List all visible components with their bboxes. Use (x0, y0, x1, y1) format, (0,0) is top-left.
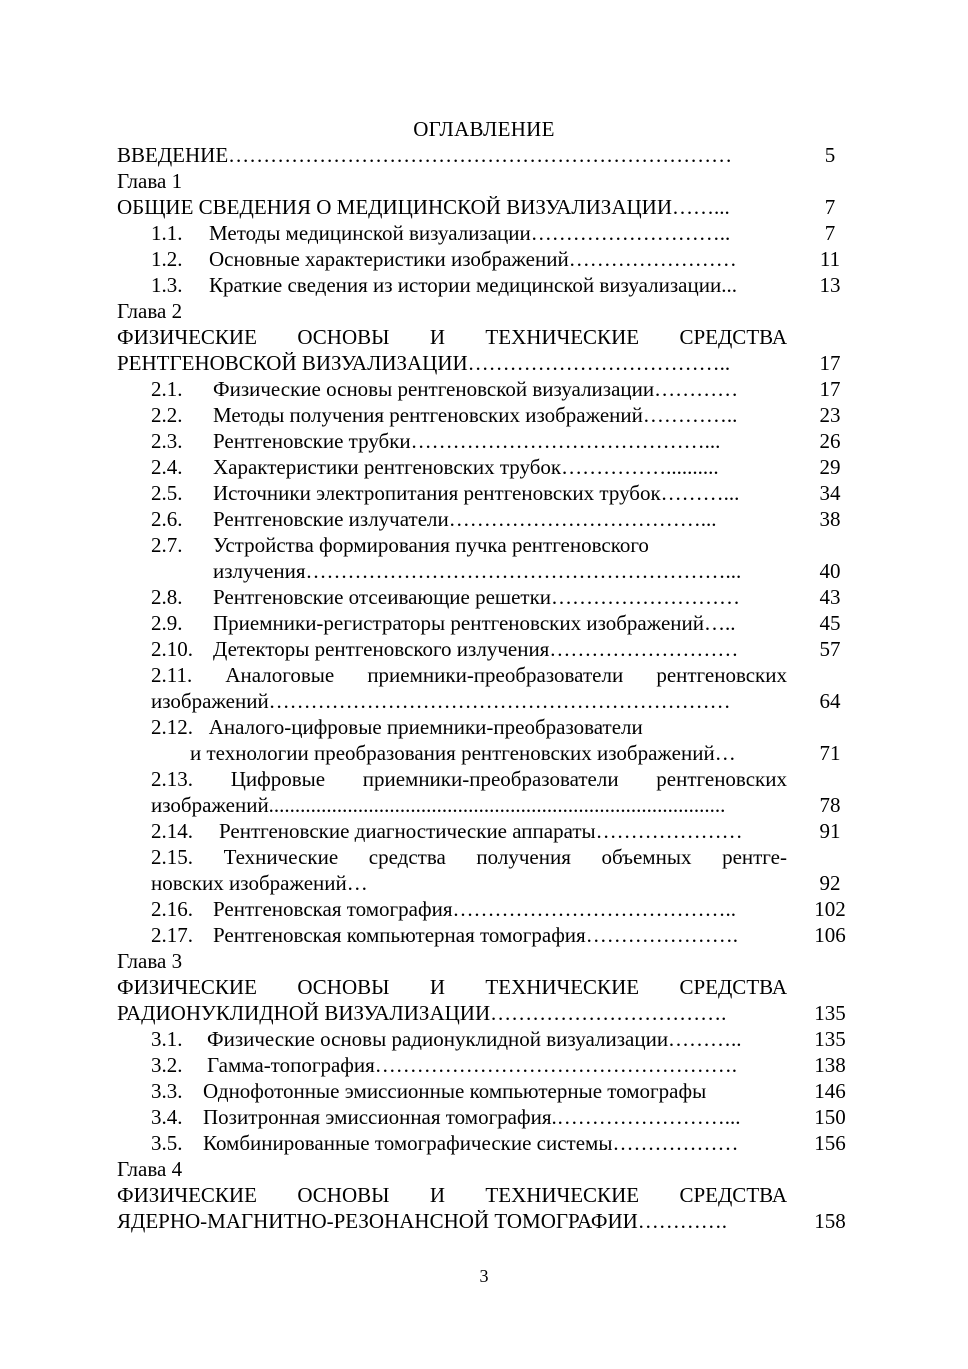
word: Цифровые (230, 767, 326, 791)
section-title: Физические основы радионуклидной визуализации……….. (207, 1027, 742, 1051)
chapter-label: Глава 2 (117, 299, 183, 323)
section-title: Характеристики рентгеновских трубок…………….......... (213, 455, 719, 479)
toc-entry-section-cont[interactable] (0, 740, 968, 766)
chapter-title-line2: ЯДЕРНО-МАГНИТНО-РЕЗОНАНСНОЙ ТОМОГРАФИИ…………. (117, 1209, 728, 1233)
word: СРЕДСТВА (679, 975, 787, 999)
section-number: 2.9. (151, 611, 183, 635)
toc-entry-section-cont[interactable] (0, 792, 968, 818)
section-number: 2.3. (151, 429, 183, 453)
section-title: Основные характеристики изображений…………………… (209, 247, 737, 271)
toc-entry-section-cont[interactable] (0, 870, 968, 896)
word: СРЕДСТВА (679, 325, 787, 349)
word: ТЕХНИЧЕСКИЕ (485, 975, 640, 999)
section-number: 2.13. (151, 767, 193, 791)
toc-entry-section[interactable] (0, 1104, 968, 1130)
word: ФИЗИЧЕСКИЕ (117, 325, 257, 349)
section-number: 2.10. (151, 637, 193, 661)
entry-page: 23 (819, 403, 841, 427)
section-title: Гамма-топография……………………………………………. (207, 1053, 738, 1077)
chapter-title-line2: РЕНТГЕНОВСКОЙ ВИЗУАЛИЗАЦИИ……………………………….. (117, 351, 731, 375)
toc-entry-section[interactable] (0, 610, 968, 636)
word: Аналоговые (225, 663, 335, 687)
word: СРЕДСТВА (679, 1183, 787, 1207)
chapter-label: Глава 4 (117, 1157, 183, 1181)
section-number: 2.17. (151, 923, 193, 947)
section-number: 2.4. (151, 455, 183, 479)
section-title: Физические основы рентгеновской визуализации………… (213, 377, 739, 401)
word: получения (476, 845, 571, 869)
section-number: 2.11. (151, 663, 193, 687)
toc-entry-chapter-3[interactable] (0, 974, 968, 1000)
section-title-line1 (151, 662, 787, 688)
word: И (429, 975, 446, 999)
entry-page: 40 (819, 559, 841, 583)
word: ФИЗИЧЕСКИЕ (117, 975, 257, 999)
entry-page: 71 (819, 741, 841, 765)
word: приемники-преобразователи (367, 663, 624, 687)
toc-entry-chapter-2-cont[interactable] (0, 350, 968, 376)
word: рентгеновских (656, 767, 787, 791)
section-title: Рентгеновская компьютерная томография…………………. (213, 923, 738, 947)
section-title: Рентгеновские отсеивающие решетки……………………… (213, 585, 741, 609)
word: рентгеновских (656, 663, 787, 687)
toc-entry-section[interactable] (0, 532, 968, 558)
section-title: Позитронная эмиссионная томография.……………………... (203, 1105, 741, 1129)
toc-entry-section[interactable] (0, 636, 968, 662)
entry-page: 135 (814, 1027, 846, 1051)
entry-page: 34 (819, 481, 841, 505)
toc-entry-section[interactable] (0, 922, 968, 948)
section-title: излучения……………………………………………………... (213, 559, 742, 583)
toc-entry-section[interactable] (0, 220, 968, 246)
entry-page: 138 (814, 1053, 846, 1077)
toc-entry-chapter-4-cont[interactable] (0, 1208, 968, 1234)
entry-page: 38 (819, 507, 841, 531)
section-number: 3.3. (151, 1079, 183, 1103)
word: приемники-преобразователи (362, 767, 619, 791)
section-title: изображений………………………………………………………… (151, 689, 731, 713)
section-title: Методы медицинской визуализации……………………….. (209, 221, 731, 245)
chapter-title-line1 (117, 1182, 787, 1208)
entry-page: 13 (819, 273, 841, 297)
section-number: 2.5. (151, 481, 183, 505)
entry-page: 146 (814, 1079, 846, 1103)
section-number: 2.2. (151, 403, 183, 427)
toc-entry-section-cont[interactable] (0, 558, 968, 584)
word: И (429, 325, 446, 349)
toc-entry-section[interactable] (0, 506, 968, 532)
word: ТЕХНИЧЕСКИЕ (485, 325, 640, 349)
entry-page: 102 (814, 897, 846, 921)
section-number: 3.2. (151, 1053, 183, 1077)
toc-entry-section[interactable] (0, 376, 968, 402)
word: рентге- (722, 845, 787, 869)
entry-page: 26 (819, 429, 841, 453)
section-number: 3.5. (151, 1131, 183, 1155)
entry-page: 91 (819, 819, 841, 843)
toc-entry-section[interactable] (0, 844, 968, 870)
section-title: Рентгеновские диагностические аппараты………………… (219, 819, 743, 843)
toc-entry-chapter-2[interactable] (0, 324, 968, 350)
toc-entry-section[interactable] (0, 480, 968, 506)
word: ОСНОВЫ (297, 325, 390, 349)
section-title: Рентгеновская томография………………………………….. (213, 897, 736, 921)
toc-entry-section[interactable] (0, 662, 968, 688)
entry-text: ВВЕДЕНИЕ……………………………………………………………… (117, 143, 733, 167)
section-number: 2.7. (151, 533, 183, 557)
section-number: 3.4. (151, 1105, 183, 1129)
entry-page: 150 (814, 1105, 846, 1129)
chapter-title-line1 (117, 324, 787, 350)
entry-page: 64 (819, 689, 841, 713)
section-title: изображений....................................................................................... (151, 793, 726, 817)
toc-title: ОГЛАВЛЕНИЕ (413, 117, 555, 141)
section-title: Методы получения рентгеновских изображений………….. (213, 403, 738, 427)
section-title: Однофотонные эмиссионные компьютерные томографы (203, 1079, 707, 1103)
entry-page: 78 (819, 793, 841, 817)
section-number: 2.8. (151, 585, 183, 609)
word: И (429, 1183, 446, 1207)
section-title: Устройства формирования пучка рентгеновского (213, 533, 649, 557)
toc-entry-section[interactable] (0, 584, 968, 610)
section-number: 1.1. (151, 221, 183, 245)
entry-page: 43 (819, 585, 841, 609)
section-title: новских изображений… (151, 871, 368, 895)
chapter-label: Глава 3 (117, 949, 183, 973)
word: ОСНОВЫ (297, 1183, 390, 1207)
section-number: 2.6. (151, 507, 183, 531)
entry-page: 106 (814, 923, 846, 947)
toc-entry-section[interactable] (0, 766, 968, 792)
toc-entry-section[interactable] (0, 272, 968, 298)
entry-page: 135 (814, 1001, 846, 1025)
toc-entry-section[interactable] (0, 454, 968, 480)
word: ТЕХНИЧЕСКИЕ (485, 1183, 640, 1207)
toc-entry-chapter-1[interactable] (0, 194, 968, 220)
word: ФИЗИЧЕСКИЕ (117, 1183, 257, 1207)
word: средства (368, 845, 446, 869)
section-number: 1.3. (151, 273, 183, 297)
toc-entry-section[interactable] (0, 246, 968, 272)
entry-page: 5 (824, 143, 836, 167)
entry-page: 17 (819, 351, 841, 375)
entry-page: 156 (814, 1131, 846, 1155)
toc-entry-section[interactable] (0, 1026, 968, 1052)
section-number: 2.16. (151, 897, 193, 921)
word: ОСНОВЫ (297, 975, 390, 999)
chapter-title-line1 (117, 974, 787, 1000)
entry-page: 11 (819, 247, 841, 271)
section-number: 1.2. (151, 247, 183, 271)
entry-page: 17 (819, 377, 841, 401)
section-title-line1 (151, 844, 787, 870)
section-title: Рентгеновские трубки……………………………………... (213, 429, 721, 453)
section-number: 3.1. (151, 1027, 183, 1051)
toc-entry-section[interactable] (0, 402, 968, 428)
section-title: Детекторы рентгеновского излучения……………………… (213, 637, 739, 661)
chapter-label: Глава 1 (117, 169, 183, 193)
section-title: 2.12. Аналого-цифровые приемники-преобразователи (151, 715, 643, 739)
toc-entry-chapter-4[interactable] (0, 1182, 968, 1208)
toc-entry-section[interactable] (0, 896, 968, 922)
section-number: 2.15. (151, 845, 193, 869)
section-title: Источники электропитания рентгеновских трубок………... (213, 481, 740, 505)
section-title: и технологии преобразования рентгеновских изображений… (190, 741, 736, 765)
section-number: 2.1. (151, 377, 183, 401)
word: объемных (601, 845, 692, 869)
toc-entry-section-cont[interactable] (0, 688, 968, 714)
entry-page: 57 (819, 637, 841, 661)
section-title: Комбинированные томографические системы……………… (203, 1131, 739, 1155)
page-number: 3 (479, 1266, 489, 1286)
toc-entry-section[interactable] (0, 1130, 968, 1156)
toc-entry-chapter-3-cont[interactable] (0, 1000, 968, 1026)
section-number: 2.14. (151, 819, 193, 843)
chapter-title-line2: РАДИОНУКЛИДНОЙ ВИЗУАЛИЗАЦИИ……………………………. (117, 1001, 727, 1025)
section-title: Краткие сведения из истории медицинской визуализации... (209, 273, 737, 297)
toc-entry-section[interactable] (0, 1052, 968, 1078)
entry-page: 45 (819, 611, 841, 635)
entry-page: 158 (814, 1209, 846, 1233)
entry-page: 92 (819, 871, 841, 895)
entry-page: 7 (824, 195, 836, 219)
word: Технические (223, 845, 339, 869)
chapter-title: ОБЩИЕ СВЕДЕНИЯ О МЕДИЦИНСКОЙ ВИЗУАЛИЗАЦИИ……... (117, 195, 730, 219)
toc-entry-section[interactable] (0, 428, 968, 454)
entry-page: 29 (819, 455, 841, 479)
toc-entry-section[interactable] (0, 818, 968, 844)
section-title-line1 (151, 766, 787, 792)
toc-entry-section[interactable] (0, 714, 968, 740)
section-title: Рентгеновские излучатели………………………………... (213, 507, 717, 531)
toc-entry-introduction[interactable] (0, 142, 968, 168)
section-title: Приемники-регистраторы рентгеновских изображений….. (213, 611, 736, 635)
entry-page: 7 (824, 221, 836, 245)
toc-entry-section[interactable] (0, 1078, 968, 1104)
